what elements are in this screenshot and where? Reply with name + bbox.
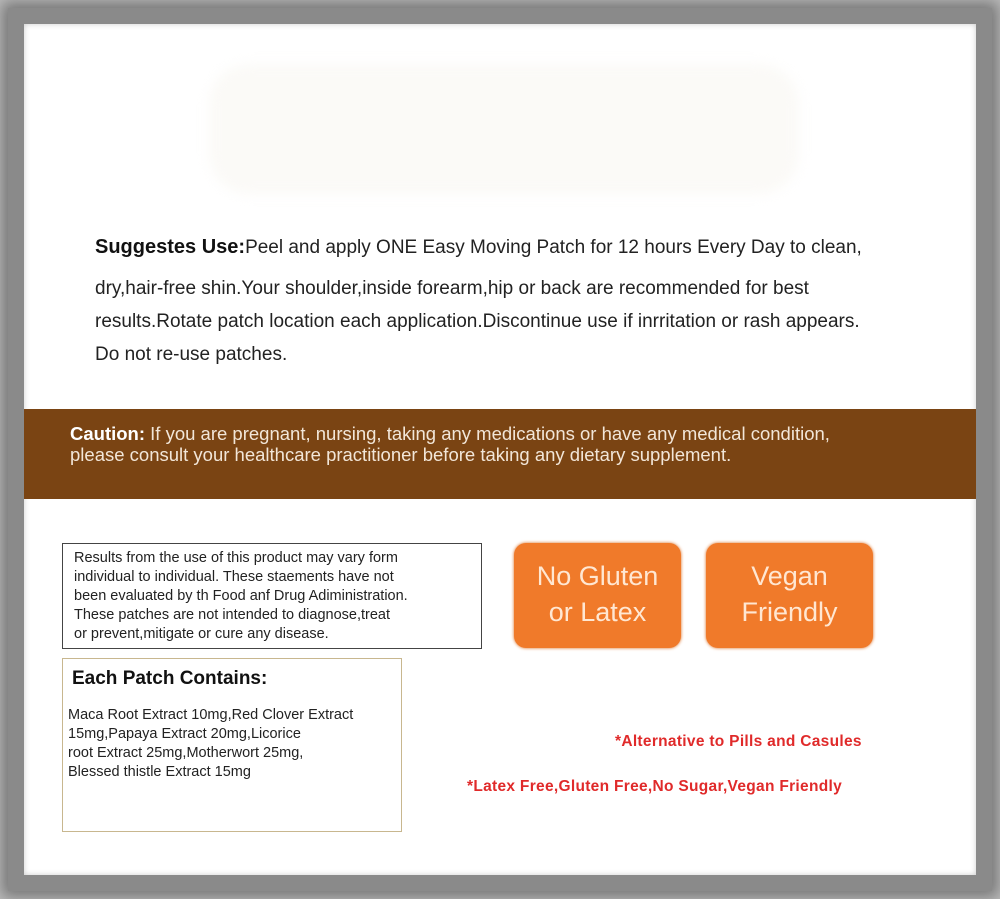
- suggested-use-line-4: Do not re-use patches.: [95, 344, 288, 365]
- disclaimer-line: These patches are not intended to diagnose,treat: [74, 607, 390, 623]
- no-gluten-badge: [514, 543, 681, 648]
- disclaimer-line: individual to individual. These staements have not: [74, 569, 394, 585]
- ingredients-line: Blessed thistle Extract 15mg: [68, 764, 251, 780]
- faded-header-area: [209, 64, 799, 194]
- badge-line: No Gluten: [536, 561, 659, 591]
- alternative-note: *Alternative to Pills and Casules: [615, 733, 862, 750]
- disclaimer-line: Results from the use of this product may vary form: [74, 550, 398, 566]
- caution-line-1: If you are pregnant, nursing, taking any medications or have any medical condition,: [150, 423, 830, 444]
- caution-band: [24, 409, 976, 499]
- disclaimer-box: [62, 543, 482, 649]
- label-panel: [24, 24, 976, 875]
- badge-line: Vegan: [751, 561, 828, 591]
- disclaimer-line: or prevent,mitigate or cure any disease.: [74, 626, 329, 642]
- ingredients-box: [62, 658, 402, 832]
- disclaimer-line: been evaluated by th Food anf Drug Adiministration.: [74, 588, 408, 604]
- vegan-friendly-badge: [706, 543, 873, 648]
- caution-text: [70, 423, 830, 465]
- caution-heading: Caution:: [70, 423, 146, 444]
- suggested-use-heading: Suggestes Use:: [95, 236, 246, 258]
- ingredients-title: Each Patch Contains:: [72, 668, 268, 689]
- suggested-use-line-1: Peel and apply ONE Easy Moving Patch for 12 hours Every Day to clean,: [245, 237, 862, 258]
- suggested-use-line-2: dry,hair-free shin.Your shoulder,inside forearm,hip or back are recommended for best: [95, 278, 809, 299]
- badge-line: Friendly: [741, 597, 838, 627]
- suggested-use-line-3: results.Rotate patch location each application.Discontinue use if inrritation or rash appears.: [95, 311, 860, 332]
- ingredients-line: 15mg,Papaya Extract 20mg,Licorice: [68, 726, 301, 742]
- ingredients-line: Maca Root Extract 10mg,Red Clover Extract: [68, 707, 354, 723]
- ingredients-line: root Extract 25mg,Motherwort 25mg,: [68, 745, 304, 761]
- caution-line-2: please consult your healthcare practitioner before taking any dietary supplement.: [70, 444, 732, 465]
- ingredients-list: [68, 706, 353, 782]
- free-from-note: *Latex Free,Gluten Free,No Sugar,Vegan Friendly: [467, 778, 843, 795]
- badge-line: or Latex: [548, 597, 647, 627]
